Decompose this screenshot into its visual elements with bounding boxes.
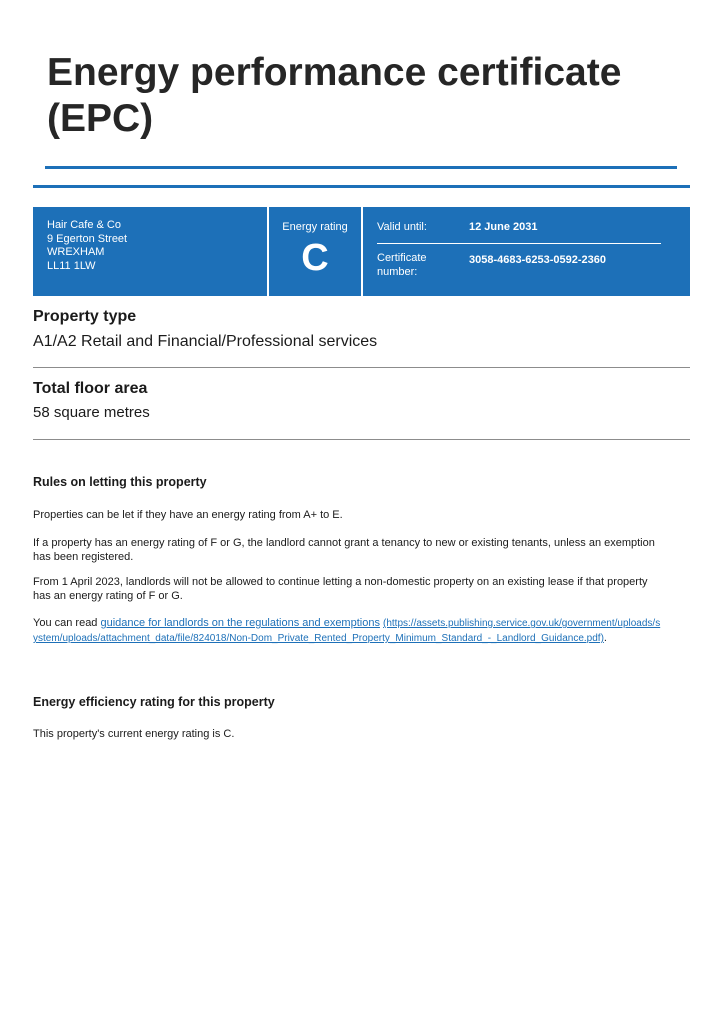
banner-divider	[361, 207, 363, 296]
page-title: Energy performance certificate (EPC)	[47, 51, 622, 140]
address-line: 9 Egerton Street	[47, 232, 128, 245]
address-line: Hair Cafe & Co	[47, 219, 121, 231]
energy-rating-value: C	[301, 237, 329, 279]
guidance-url[interactable]: (https://assets.publishing.service.gov.uk/government/uploads/system/uploads/attachment_data/file/824018/Non-Dom_Private_Rented_Property_Minimum_Standard_-_Landlord_Guidance.pdf)	[33, 618, 661, 644]
certificate-number-label: Certificate number:	[377, 252, 427, 278]
guidance-paragraph	[33, 616, 663, 646]
letting-rules-paragraph: Properties can be let if they have an energy rating from A+ to E.	[33, 509, 343, 521]
address-line: WREXHAM	[47, 246, 105, 258]
property-type-heading: Property type	[33, 308, 137, 325]
title-divider-bottom	[33, 185, 690, 188]
certificate-number-value: 3058-4683-6253-0592-2360	[469, 254, 607, 266]
floor-area-heading: Total floor area	[33, 380, 148, 397]
letting-rules-heading: Rules on letting this property	[33, 475, 207, 489]
epc-summary-banner	[33, 207, 690, 296]
banner-row-divider	[377, 243, 661, 244]
energy-rating-label: Energy rating	[282, 221, 348, 233]
guidance-suffix: .	[603, 632, 607, 644]
section-divider	[33, 367, 690, 368]
property-type-value: A1/A2 Retail and Financial/Professional services	[33, 333, 378, 350]
letting-rules-paragraph: If a property has an energy rating of F or G, the landlord cannot grant a tenancy to new or existing tenants, unless an exemption has been registered.	[33, 537, 655, 563]
section-divider	[33, 439, 690, 440]
efficiency-heading: Energy efficiency rating for this property	[33, 695, 275, 709]
valid-until-label: Valid until:	[377, 221, 427, 233]
property-address	[47, 219, 127, 273]
guidance-link[interactable]: guidance for landlords on the regulations and exemptions	[100, 617, 380, 629]
floor-area-value: 58 square metres	[33, 404, 150, 421]
title-divider-top	[45, 166, 677, 169]
letting-rules-paragraph: From 1 April 2023, landlords will not be allowed to continue letting a non-domestic property on an existing lease if that property has an energy rating of F or G.	[33, 576, 648, 602]
guidance-prefix: You can read	[33, 617, 101, 629]
efficiency-text: This property's current energy rating is C.	[33, 728, 235, 740]
address-line: LL11 1LW	[47, 259, 96, 272]
valid-until-value: 12 June 2031	[469, 221, 538, 233]
